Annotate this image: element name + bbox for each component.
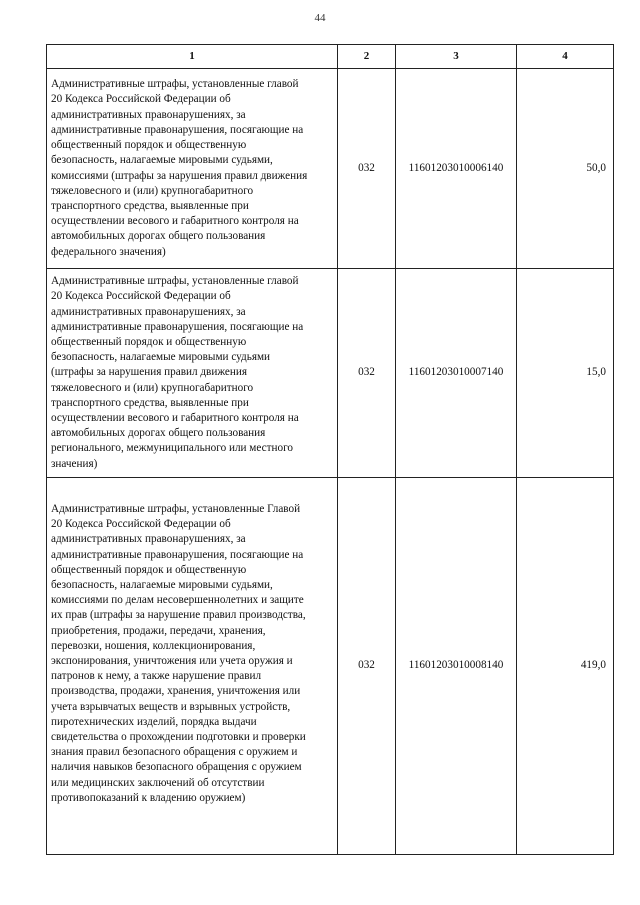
description-line: перевозки, ношения, коллекционирования, xyxy=(51,639,256,652)
header-col-1: 1 xyxy=(47,45,338,69)
description-line: административных правонарушениях, за xyxy=(51,305,246,318)
description-line: Административные штрафы, установленные Главой xyxy=(51,503,301,515)
amount-cell: 419,0 xyxy=(517,478,614,855)
description-line: федерального значения) xyxy=(51,245,166,258)
description-line: транспортного средства, выявленные при xyxy=(51,199,249,212)
description-cell xyxy=(47,69,338,269)
description-line: административные правонарушения, посягающие на xyxy=(51,123,304,136)
kbk-code-cell: 11601203010008140 xyxy=(396,478,517,855)
description-cell xyxy=(47,478,338,855)
description-line: осуществлении весового и габаритного контроля на xyxy=(51,215,299,228)
description-line: Административные штрафы, установленные главой xyxy=(51,78,299,91)
table-row xyxy=(47,478,614,855)
amount-cell: 15,0 xyxy=(517,269,614,478)
description-line: осуществлении весового и габаритного контроля на xyxy=(51,412,299,424)
description-line: противопоказаний к владению оружием) xyxy=(51,791,246,804)
description-line: регионального, межмуниципального или местного xyxy=(51,442,293,455)
admin-code-cell: 032 xyxy=(338,69,396,269)
admin-code-cell: 032 xyxy=(338,269,396,478)
description-line: автомобильных дорогах общего пользования xyxy=(51,427,266,440)
table-row xyxy=(47,69,614,269)
description-line: безопасность, налагаемые мировыми судьями xyxy=(51,351,271,364)
description-line: транспортного средства, выявленные при xyxy=(51,396,249,409)
description-line: пиротехнических изделий, порядка выдачи xyxy=(51,715,257,728)
description-line: безопасность, налагаемые мировыми судьями, xyxy=(51,154,273,167)
revenue-table xyxy=(46,44,614,855)
table-row xyxy=(47,269,614,478)
description-line: комиссиями по делам несовершеннолетних и защите xyxy=(51,594,304,607)
description-line: 20 Кодекса Российской Федерации об xyxy=(51,290,231,303)
description-line: Административные штрафы, установленные главой xyxy=(51,275,299,288)
header-row xyxy=(47,45,614,69)
description-line: общественный порядок и общественную xyxy=(51,335,247,348)
amount-cell: 50,0 xyxy=(517,69,614,269)
description-line: патронов к нему, а также нарушение правил xyxy=(51,670,262,683)
description-line: административные правонарушения, посягающие на xyxy=(51,548,304,561)
description-cell xyxy=(47,269,338,478)
description-line: значения) xyxy=(51,457,98,470)
description-line: общественный порядок и общественную xyxy=(51,139,247,152)
header-col-2: 2 xyxy=(338,45,396,69)
description-line: учета взрывчатых веществ и взрывных устройств, xyxy=(51,700,291,713)
description-line: производства, продажи, хранения, уничтожения или xyxy=(51,685,301,698)
description-line: приобретения, продажи, передачи, хранения, xyxy=(51,624,266,637)
description-line: знания правил безопасного обращения с оружием и xyxy=(51,746,298,759)
description-line: административных правонарушениях, за xyxy=(51,533,246,546)
kbk-code-cell: 11601203010007140 xyxy=(396,269,517,478)
header-col-3: 3 xyxy=(396,45,517,69)
description-line: наличия навыков безопасного обращения с оружием xyxy=(51,761,302,774)
description-line: свидетельства о прохождении подготовки и проверки xyxy=(51,731,306,744)
description-line: комиссиями (штрафы за нарушения правил движения xyxy=(51,169,308,182)
description-line: безопасность, налагаемые мировыми судьями, xyxy=(51,579,273,592)
description-line: их прав (штрафы за нарушение правил производства, xyxy=(51,609,306,622)
description-line: административных правонарушениях, за xyxy=(51,108,246,121)
description-line: автомобильных дорогах общего пользования xyxy=(51,230,266,243)
description-line: экспонирования, уничтожения или учета оружия и xyxy=(51,655,293,668)
kbk-code-cell: 11601203010006140 xyxy=(396,69,517,269)
description-line: (штрафы за нарушения правил движения xyxy=(51,366,247,379)
description-line: 20 Кодекса Российской Федерации об xyxy=(51,93,231,106)
admin-code-cell: 032 xyxy=(338,478,396,855)
description-line: административные правонарушения, посягающие на xyxy=(51,320,304,333)
page-number: 44 xyxy=(314,12,326,24)
description-line: или медицинских заключений об отсутствии xyxy=(51,776,265,789)
header-col-4: 4 xyxy=(517,45,614,69)
description-line: тяжеловесного и (или) крупногабаритного xyxy=(51,381,254,394)
description-line: тяжеловесного и (или) крупногабаритного xyxy=(51,184,254,197)
description-line: 20 Кодекса Российской Федерации об xyxy=(51,518,231,531)
description-line: общественный порядок и общественную xyxy=(51,563,247,576)
